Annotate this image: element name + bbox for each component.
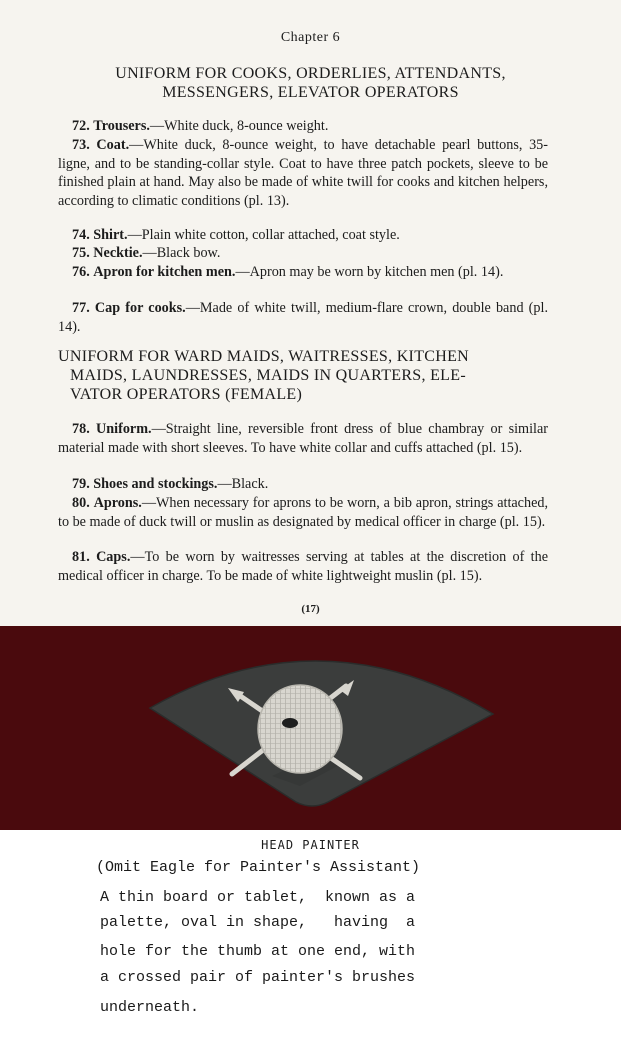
item-73: 73. Coat.—White duck, 8-ounce weight, to have detachable pearl buttons, 35-ligne, and to be standing-collar style. Coat to have three patch pockets, sleeve to be finished plain at hand. May also be made of white twill for cooks and kitchen helpers, according to climatic conditions (pl. 13).	[58, 137, 548, 209]
item-75: 75. Necktie.—Black bow.	[72, 245, 221, 261]
section1-heading-line: MESSENGERS, ELEVATOR OPERATORS	[162, 84, 459, 101]
typed-line: (Omit Eagle for Painter's Assistant)	[96, 859, 421, 876]
item-81: 81. Caps.—To be worn by waitresses serving at tables at the discretion of the medical officer in charge. To be made of white lightweight muslin (pl. 15).	[58, 549, 548, 584]
item-76: 76. Apron for kitchen men.—Apron may be worn by kitchen men (pl. 14).	[72, 264, 504, 280]
item-72: 72. Trousers.—White duck, 8-ounce weight.	[72, 118, 329, 134]
item-79: 79. Shoes and stockings.—Black.	[72, 476, 269, 492]
item-80: 80. Aprons.—When necessary for aprons to be worn, a bib apron, strings attached, to be made of duck twill or muslin as designated by medical officer in charge (pl. 15).	[58, 495, 549, 530]
section2-heading-line: MAIDS, LAUNDRESSES, MAIDS IN QUARTERS, ELE-	[70, 367, 466, 384]
page-number: (17)	[301, 603, 320, 615]
typed-line: A thin board or tablet, known as a	[100, 889, 416, 906]
item-74: 74. Shirt.—Plain white cotton, collar attached, coat style.	[72, 227, 400, 243]
palette-icon	[258, 685, 342, 773]
item-78: 78. Uniform.—Straight line, reversible front dress of blue chambray or similar material made with short sleeves. To have white collar and cuffs attached (pl. 15).	[58, 421, 548, 456]
item-77: 77. Cap for cooks.—Made of white twill, medium-flare crown, double band (pl. 14).	[58, 300, 548, 335]
head-painter-patch	[0, 626, 621, 830]
typed-line: hole for the thumb at one end, with	[100, 943, 416, 960]
caption-title: HEAD PAINTER	[261, 838, 360, 852]
section1-heading-line: UNIFORM FOR COOKS, ORDERLIES, ATTENDANTS,	[115, 65, 506, 82]
chapter-heading: Chapter 6	[280, 30, 341, 45]
typed-line: palette, oval in shape, having a	[100, 914, 416, 931]
typed-line: a crossed pair of painter's brushes	[100, 969, 416, 986]
section2-heading-line: VATOR OPERATORS (FEMALE)	[70, 386, 303, 403]
typed-line: underneath.	[100, 999, 200, 1016]
section1-heading	[20, 64, 601, 102]
patch-photo-band	[0, 626, 621, 830]
section2-heading-line: UNIFORM FOR WARD MAIDS, WAITRESSES, KITCHEN	[58, 348, 470, 365]
section2-heading	[58, 347, 558, 404]
